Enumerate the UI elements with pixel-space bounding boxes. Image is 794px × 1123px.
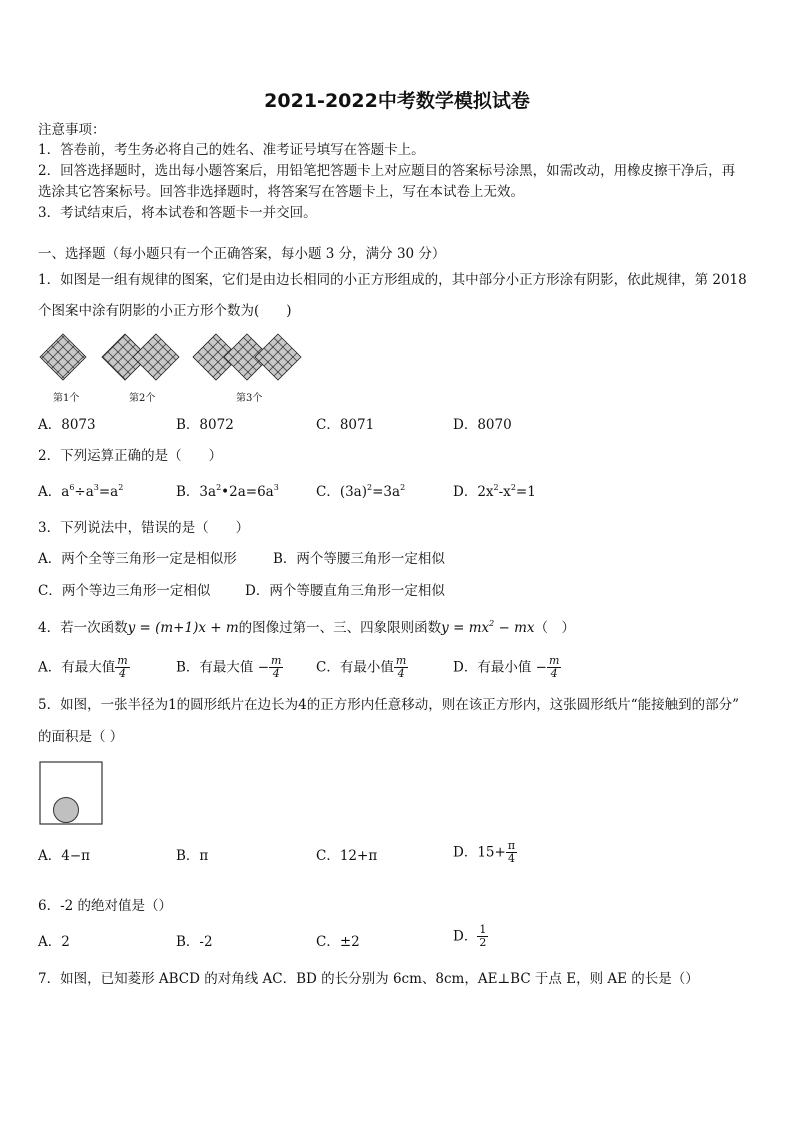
q7-stem: 7．如图，已知菱形 ABCD 的对角线 AC．BD 的长分别为 6cm、8cm，AE⊥BC 于点 E，则 AE 的长是（） <box>38 971 699 987</box>
q4-option-c: C．有最小值 $\frac{m}{4}$ <box>316 654 407 680</box>
q2-option-b: B．$3a^2•2a=6a^3$ <box>176 483 279 500</box>
q4-formula-linear: y = (m+1)x + m <box>127 620 239 636</box>
q5-option-d: D．15+ $\frac{\pi}{4}$ <box>453 839 516 865</box>
q1-option-d: D．8070 <box>453 417 512 433</box>
q4-option-a: A．有最大值 $\frac{m}{4}$ <box>38 654 128 680</box>
q1-pattern-3 <box>193 334 301 380</box>
notice-item-1: 1．答卷前，考生务必将自己的姓名、准考证号填写在答题卡上。 <box>38 142 425 158</box>
q5-option-c: C．12+π <box>316 848 378 864</box>
notice-item-3: 3．考试结束后，将本试卷和答题卡一并交回。 <box>38 205 317 221</box>
q1-pattern-figure <box>38 332 308 382</box>
page-title: 2021-2022中考数学模拟试卷 <box>264 90 530 112</box>
q6-option-c: C．±2 <box>316 934 360 950</box>
q4-option-b: B．有最大值 − $\frac{m}{4}$ <box>176 654 282 680</box>
q6-stem: 6．-2 的绝对值是（） <box>38 898 173 914</box>
section-1-heading: 一、选择题（每小题只有一个正确答案，每小题 3 分，满分 30 分） <box>38 246 446 262</box>
q4-formula-quadratic: $y = mx^2$ − mx <box>441 619 535 636</box>
q3-option-b: B．两个等腰三角形一定相似 <box>273 551 445 567</box>
q3-option-c: C．两个等边三角形一定相似 <box>38 583 211 599</box>
q5-stem-line2: 的面积是（ ） <box>38 729 124 745</box>
q5-option-a: A．4−π <box>38 848 91 864</box>
q3-option-d: D．两个等腰直角三角形一定相似 <box>245 583 445 599</box>
q5-stem-line1: 5．如图，一张半径为1的圆形纸片在边长为4的正方形内任意移动，则在该正方形内，这张圆形纸片“能接触到的部分” <box>38 697 740 713</box>
q5-square-circle-figure <box>38 760 104 826</box>
q5-option-b: B．π <box>176 848 209 864</box>
q4-stem: 4．若一次函数y = (m+1)x + m的图像过第一、三、四象限则函数$y = mx^2 - mx$（ ） <box>38 619 576 636</box>
q1-stem-line2: 个图案中涂有阴影的小正方形个数为( ) <box>38 303 292 319</box>
notice-item-2a: 2．回答选择题时，选出每小题答案后，用铅笔把答题卡上对应题目的答案标号涂黑，如需改动，用橡皮擦干净后，再 <box>38 163 736 179</box>
q2-option-d: D．$2x^2-x^2=1$ <box>453 483 536 500</box>
q3-option-a: A．两个全等三角形一定是相似形 <box>38 551 237 567</box>
q1-stem-line1: 1．如图是一组有规律的图案，它们是由边长相同的小正方形组成的，其中部分小正方形涂有阴影，依此规律，第 2018 <box>38 272 747 288</box>
q1-pattern-2 <box>102 334 179 380</box>
q6-option-d: D． $\frac{1}{2}$ <box>453 923 487 949</box>
q1-caption-3: 第3个 <box>236 393 263 404</box>
q1-caption-1: 第1个 <box>53 393 80 404</box>
q1-option-a: A．8073 <box>38 417 96 433</box>
q4-option-d: D．有最小值 − $\frac{m}{4}$ <box>453 654 560 680</box>
notice-item-2b: 选涂其它答案标号。回答非选择题时，将答案写在答题卡上，写在本试卷上无效。 <box>38 184 524 200</box>
q3-stem: 3．下列说法中，错误的是（ ） <box>38 520 250 536</box>
q2-option-c: C．$(3a)^2=3a^2$ <box>316 483 406 500</box>
notice-heading: 注意事项： <box>38 122 106 138</box>
q2-stem: 2．下列运算正确的是（ ） <box>38 448 223 464</box>
q6-option-a: A．2 <box>38 934 70 950</box>
q1-caption-2: 第2个 <box>129 393 156 404</box>
q1-option-b: B．8072 <box>176 417 234 433</box>
q1-option-c: C．8071 <box>316 417 375 433</box>
q2-option-a: A．$a^6\div a^3=a^2$ <box>38 483 124 500</box>
q6-option-b: B．-2 <box>176 934 213 950</box>
q1-pattern-1 <box>40 334 86 380</box>
